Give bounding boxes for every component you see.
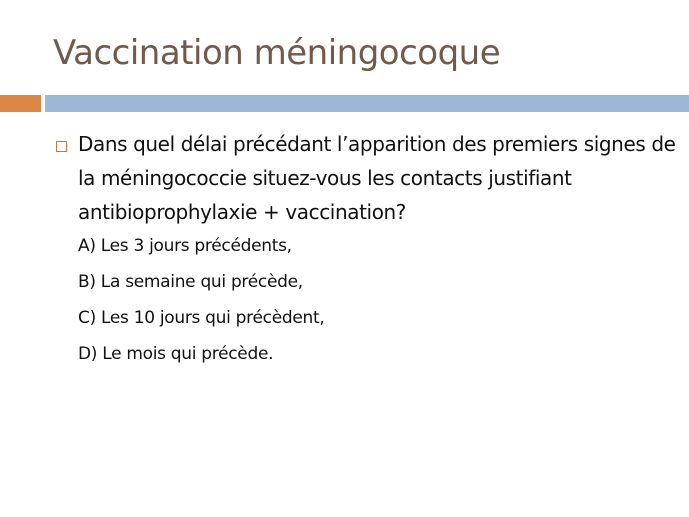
accent-bar-orange bbox=[0, 95, 41, 112]
answer-option-b: B) La semaine qui précède, bbox=[78, 272, 303, 292]
answer-option-d: D) Le mois qui précède. bbox=[78, 344, 274, 364]
square-bullet-icon bbox=[56, 141, 67, 152]
question-text: Dans quel délai précédant l’apparition des premiers signes de la méningococcie situez-vous les contacts justifiant antibioprophylaxie + vaccination? bbox=[78, 132, 676, 224]
accent-bar-blue bbox=[45, 95, 689, 112]
slide-title: Vaccination méningocoque bbox=[53, 33, 501, 73]
answer-option-a: A) Les 3 jours précédents, bbox=[78, 236, 292, 256]
answer-option-c: C) Les 10 jours qui précèdent, bbox=[78, 308, 325, 328]
